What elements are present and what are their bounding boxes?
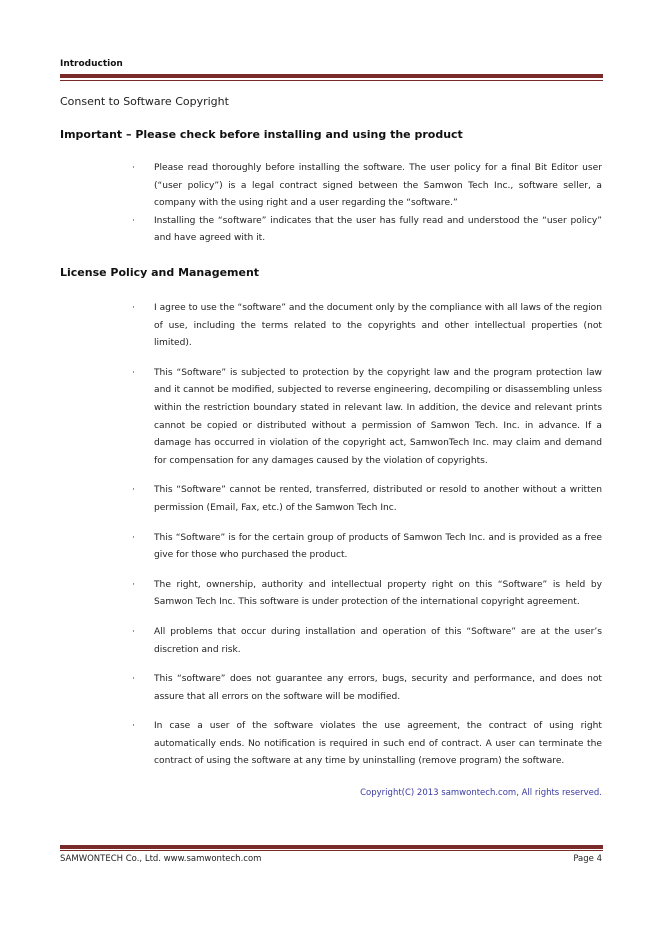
footer-rule-thin (60, 850, 603, 851)
list-item (128, 482, 602, 517)
bullet: · (132, 163, 135, 173)
list-item-text: Installing the “software” indicates that the user has fully read and understood the “user policy” and have agreed with it. (154, 215, 602, 244)
list-item-text: This “Software” cannot be rented, transferred, distributed or resold to another without a written permission (Email, Fax, etc.) of the Samwon Tech Inc. (154, 485, 602, 513)
list-item-text: This “Software” is subjected to protection by the copyright law and the program protection law and it cannot be modified, subjected to reverse engineering, decompiling or disassembling unless within the restriction boundary stated in relevant law. In addition, the device and relevant prints cannot be copied or distributed without a permission of Samwon Tech. Inc. in advance. If a damage has occurred in violation of the copyright act, SamwonTech Inc. may claim and demand for compensation for any damages caused by the violation of copyrights. (154, 367, 602, 466)
important-list (128, 160, 602, 248)
page-number: Page 4 (573, 854, 602, 864)
license-list (128, 300, 602, 783)
list-item (128, 365, 602, 471)
list-item-text: I agree to use the “software” and the document only by the compliance with all laws of the region of use, including the terms related to the copyrights and other intellectual properties (not limited). (154, 303, 602, 349)
bullet: · (132, 532, 135, 543)
list-item-text: Please read thoroughly before installing the software. The user policy for a final Bit Editor user (“user policy”) is a legal contract signed between the Samwon Tech Inc., software seller, a company with the using right and a user regarding the “software.” (154, 163, 602, 209)
important-heading: Important – Please check before installing and using the product (60, 128, 463, 141)
footer-company: SAMWONTECH Co., Ltd. www.samwontech.com (60, 854, 262, 864)
page-header-title: Introduction (60, 59, 123, 69)
list-item (128, 624, 602, 659)
license-heading: License Policy and Management (60, 266, 260, 279)
bullet: · (132, 303, 135, 313)
list-item-text: This “software” does not guarantee any errors, bugs, security and performance, and does not assure that all errors on the software will be modified. (154, 674, 602, 702)
list-item (128, 577, 602, 612)
list-item-text: All problems that occur during installation and operation of this “Software” are at the user’s discretion and risk. (154, 626, 602, 655)
list-item-text: In case a user of the software violates the use agreement, the contract of using right automatically ends. No notification is required in such end of contract. A user can terminate the contract of using the software at any time by uninstalling (remove program) the software. (154, 721, 602, 767)
header-rule-thick (60, 74, 603, 78)
bullet: · (132, 485, 135, 496)
bullet: · (132, 626, 135, 637)
footer-rule-thick (60, 845, 603, 849)
list-item (128, 671, 602, 706)
section-title: Consent to Software Copyright (60, 95, 229, 108)
header-rule-thin (60, 80, 603, 81)
list-item (128, 718, 602, 771)
copyright-notice: Copyright(C) 2013 samwontech.com, All rights reserved. (360, 788, 602, 798)
list-item (128, 530, 602, 565)
list-item (128, 160, 602, 213)
list-item-text: This “Software” is for the certain group of products of Samwon Tech Inc. and is provided as a free give for those who purchased the product. (154, 532, 602, 561)
list-item-text: The right, ownership, authority and intellectual property right on this “Software” is held by Samwon Tech Inc. This software is under protection of the international copyright agreement. (154, 579, 602, 608)
bullet: · (132, 721, 135, 732)
list-item (128, 300, 602, 353)
bullet: · (132, 367, 135, 378)
bullet: · (132, 579, 135, 590)
bullet: · (132, 674, 135, 685)
list-item (128, 213, 602, 248)
bullet: · (132, 215, 135, 226)
